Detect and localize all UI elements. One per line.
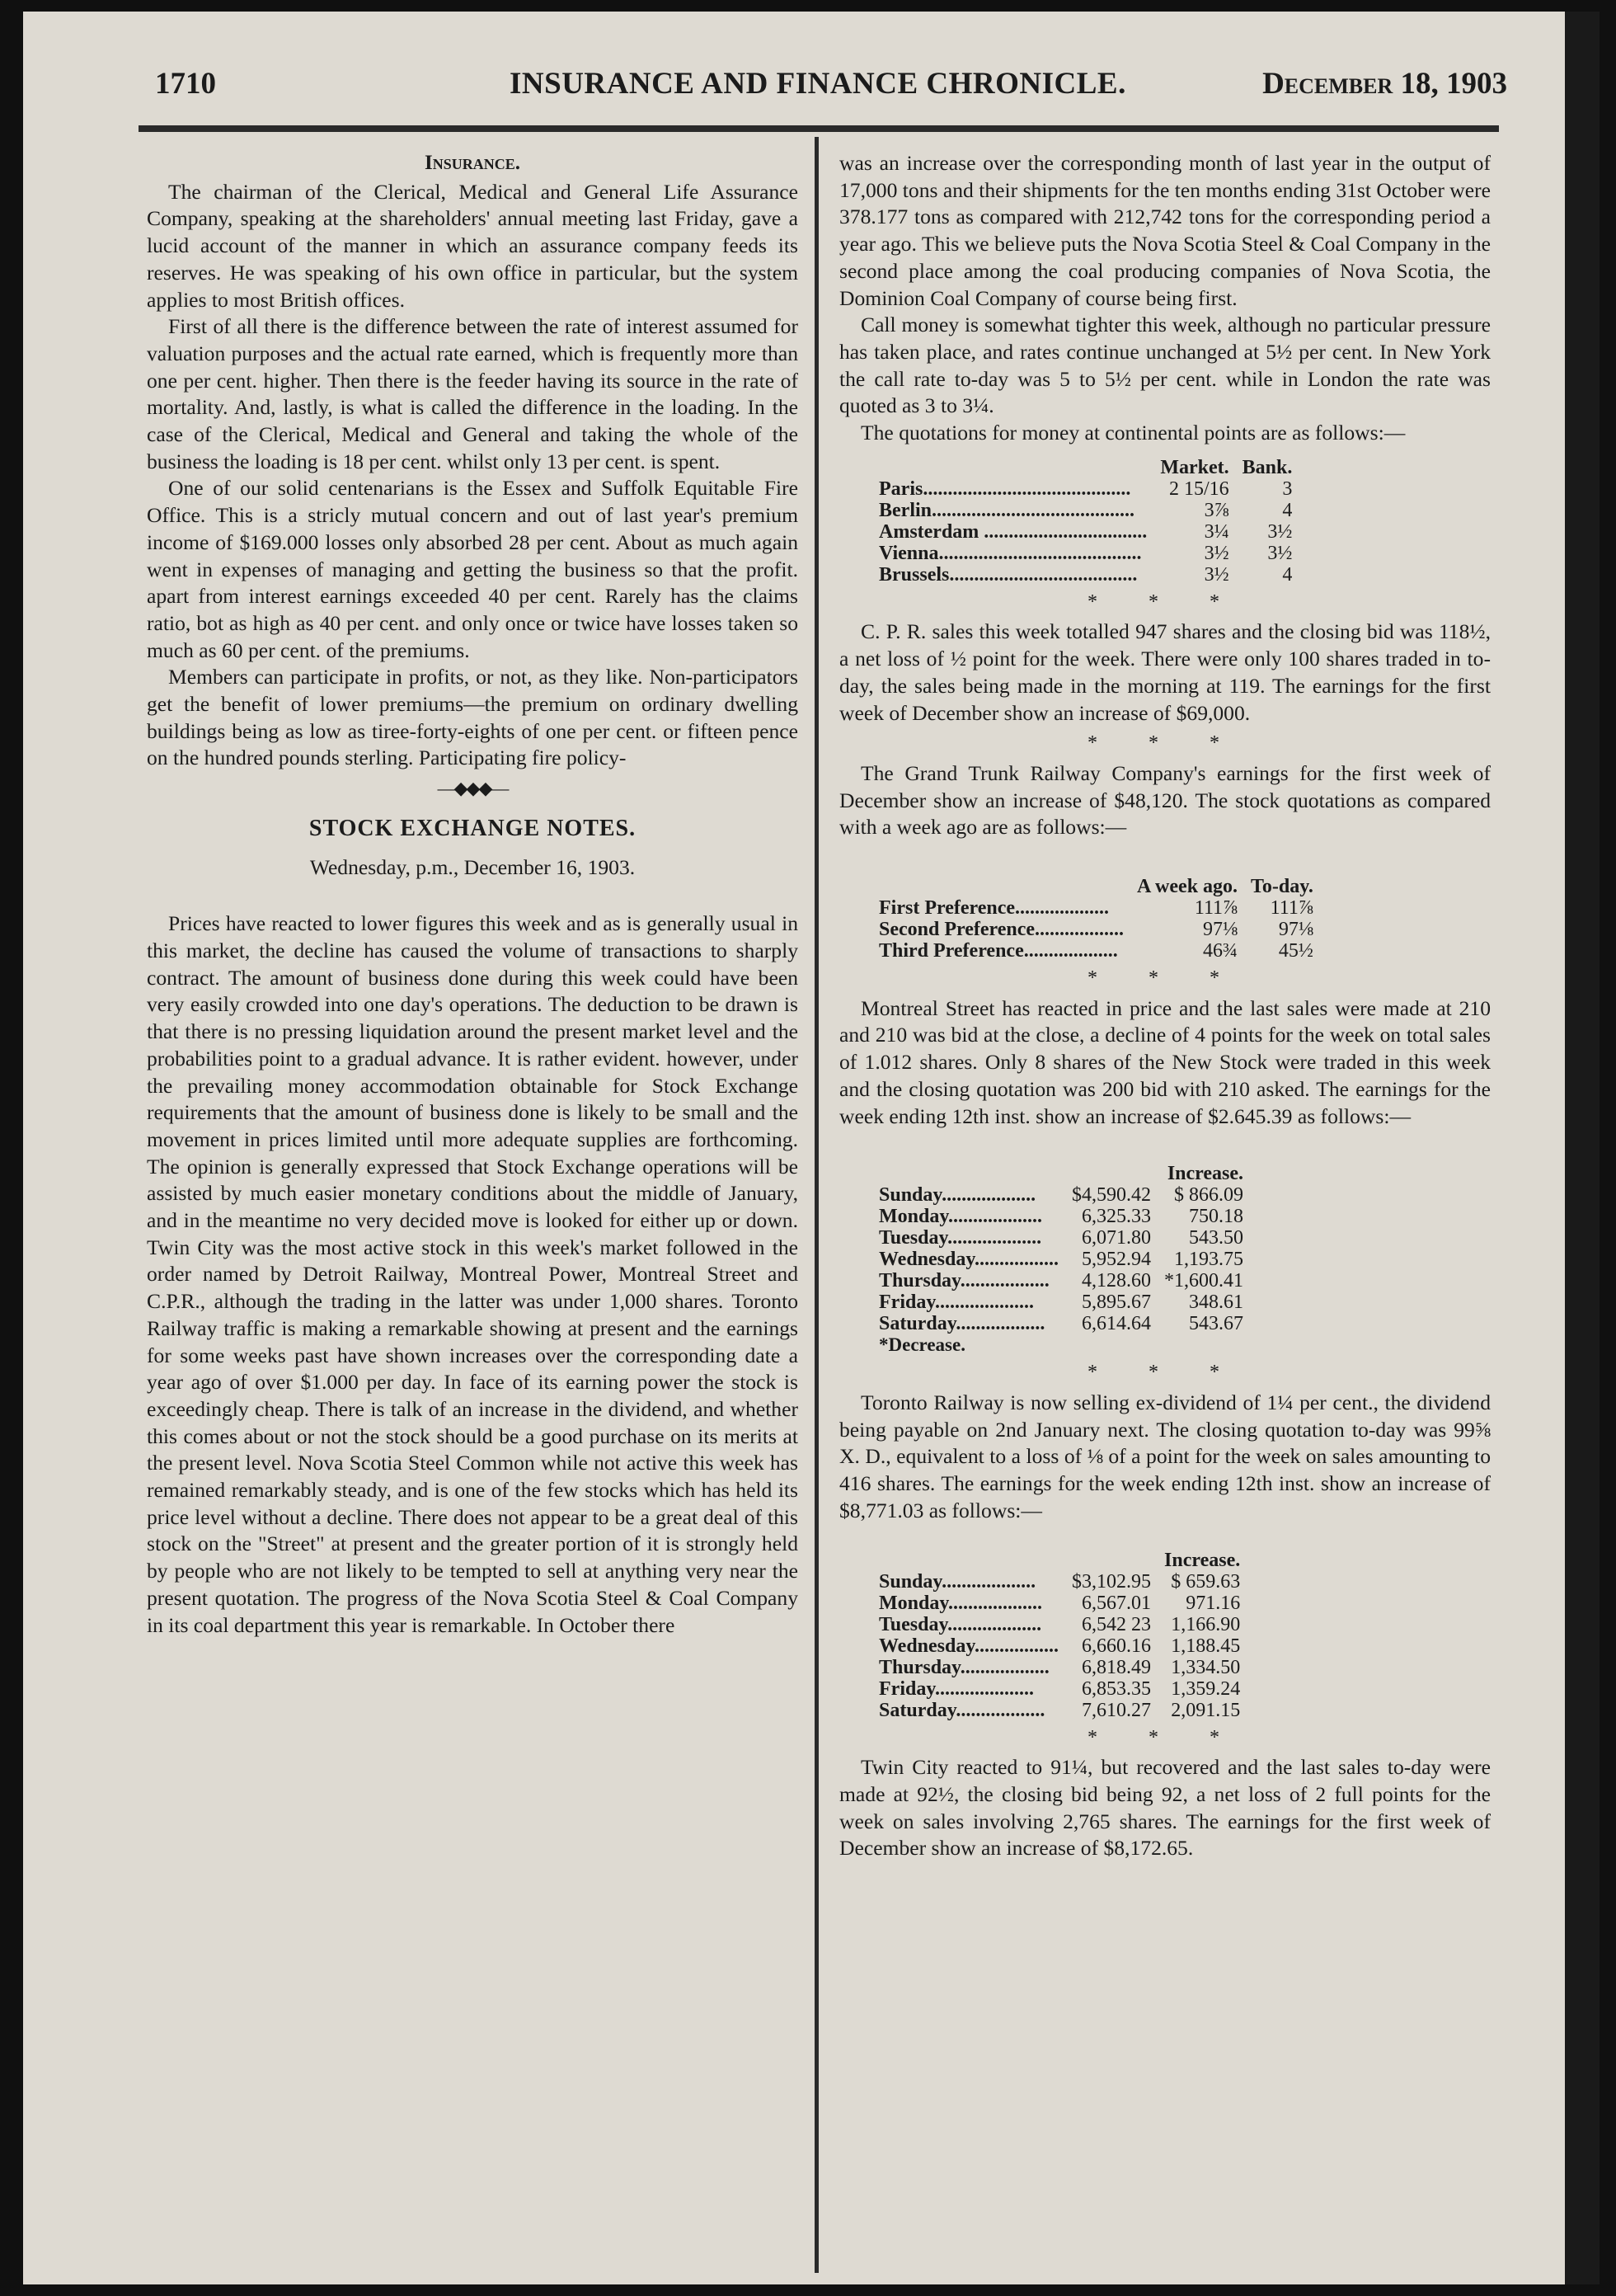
newspaper-page	[23, 12, 1600, 2284]
table-row	[872, 1678, 1247, 1700]
table-row	[872, 1593, 1247, 1614]
day-cell: Saturday..................	[879, 1313, 1045, 1335]
continental-money-table	[872, 457, 1299, 586]
day-cell: Wednesday.................	[879, 1249, 1059, 1271]
market-rate-cell: 2 15/16	[1168, 478, 1229, 500]
today-cell: 45½	[1278, 940, 1313, 962]
amount-cell: 6,818.49	[1082, 1656, 1152, 1678]
twin-city-paragraph: Twin City reacted to 91¼, but recovered and the last sales to-day were made at 92½, the closing bid being 92, a net loss of 2 full points for the week on sales involving 2,765 shares. The earnings for the first week of December show an increase of $8,172.65.	[839, 1755, 1491, 1861]
insurance-paragraph: Members can participate in profits, or not, as they like. Non-participators get the benefit of lower premiums—the premium on ordinary dwelling buildings being as low as tiree-forty-eights of one per cent. or fifteen pence on the hundred pounds sterling. Participating fire policy-	[147, 665, 798, 770]
market-rate-cell: 3½	[1204, 563, 1229, 586]
day-cell: Monday...................	[879, 1206, 1043, 1228]
table-row	[872, 1206, 1250, 1227]
market-rate-cell: 3¼	[1204, 520, 1229, 543]
day-cell: Thursday..................	[879, 1656, 1050, 1678]
week-ago-cell: 97⅛	[1203, 919, 1238, 941]
day-cell: Saturday..................	[879, 1699, 1045, 1721]
market-header: Market.	[1160, 456, 1229, 478]
table-row	[872, 1614, 1247, 1635]
stock-class-cell: Second Preference..................	[879, 919, 1125, 941]
table-row	[872, 564, 1299, 586]
increase-cell: 1,166.90	[1171, 1613, 1241, 1635]
table-row	[872, 940, 1320, 962]
insurance-paragraph: One of our solid centenarians is the Essex and Suffolk Equitable Fire Office. This is a stricly mutual concern and out of last year's premium income of $169.000 losses only absorbed 28 per cent. About as much again went in expenses of managing and getting the business so that the profit. apart from interest earnings exceeded 40 per cent. Rarely has the claims ratio, bot as high as 40 per cent. and only once or twice have losses taken so much as 60 per cent. of the premiums.	[147, 476, 798, 662]
montreal-earnings-table	[872, 1163, 1250, 1356]
increase-cell: 971.16	[1186, 1592, 1241, 1614]
amount-cell: 6,853.35	[1082, 1677, 1152, 1700]
page-header	[155, 66, 1507, 115]
cpr-paragraph: C. P. R. sales this week totalled 947 shares and the closing bid was 118½, a net loss of ½ point for the week. There were only 100 shares traded in to-day, the sales being made in the morning at 119. The earnings for the first week of December show an increase of $69,000.	[839, 619, 1491, 725]
stock-class-cell: Third Preference...................	[879, 940, 1118, 962]
increase-cell: 1,188.45	[1171, 1635, 1241, 1657]
call-money-paragraph: Call money is somewhat tighter this week, although no particular pressure has taken place, and rates continue unchanged at 5½ per cent. In New York the call rate to-day was 5 to 5½ per cent. while in London the rate was quoted as 3 to 3¼.	[839, 313, 1491, 418]
bank-rate-cell: 4	[1282, 563, 1293, 586]
section-title-insurance: Insurance.	[425, 152, 520, 174]
section-stars: * * *	[1088, 1726, 1243, 1748]
amount-cell: 6,325.33	[1082, 1206, 1152, 1228]
table-row	[872, 1635, 1247, 1657]
stock-paragraph: Prices have reacted to lower figures this week and as is generally usual in this market, the decline has caused the volume of transactions to sharply contract. The amount of business done during this week could have been very easily crowded into one day's operations. The deduction to be drawn is that there is no pressing liquidation around the present market level and the probabilities point to a gradual advance. It is rather evident. however, under the prevailing money accommodation obtainable for Stock Exchange requirements that the amount of business done is likely to be small and the movement in prices limited until more adequate supplies are forthcoming. The opinion is generally expressed that Stock Exchange operations will be assisted by much easier monetary conditions about the middle of January, and in the meantime no very decided move is looked for either up or down. Twin City was the most active stock in this week's market followed in the order named by Detroit Railway, Montreal Power, Montreal Street and C.P.R., although the trading in the latter was under 1,000 shares. Toronto Railway traffic is making a remarkable showing at present and the earnings for some weeks past have shown increases over the corresponding date a year ago of over $1.000 per day. In face of its earning power the stock is exceedingly cheap. There is talk of an increase in the dividend, and whether this comes about or not the stock should be a good purchase on its merits at the present level. Nova Scotia Steel Common while not active this week has remained remarkably steady, and is one of the few stocks which has held its price level without a decline. There does not appear to be a great deal of this stock on the "Street" at present and the greater portion of it is strongly held by people who are not likely to be tempted to sell at anything very near the present quotation. The progress of the Nova Scotia Steel & Coal Company in its coal department this year is remarkable. In October there	[147, 911, 798, 1637]
amount-cell: 5,895.67	[1082, 1292, 1152, 1314]
page-edge-shadow	[1565, 12, 1600, 2284]
increase-cell: 1,193.75	[1174, 1249, 1244, 1271]
week-ago-cell: 111⅞	[1194, 897, 1238, 920]
bank-rate-cell: 3½	[1267, 542, 1293, 564]
table-row	[872, 919, 1320, 940]
increase-cell: 750.18	[1189, 1206, 1244, 1228]
toronto-railway-paragraph: Toronto Railway is now selling ex-dividend of 1¼ per cent., the dividend being payable on 2nd January next. The closing quotation to-day was 99⅝ X. D., equivalent to a loss of ⅛ of a point for the week on sales amounting to 416 shares. The earnings for the week ending 12th inst. show an increase of $8,771.03 as follows:—	[839, 1390, 1491, 1522]
today-header: To-day.	[1251, 876, 1313, 898]
section-stars: * * *	[1088, 590, 1243, 613]
table-row	[872, 1313, 1250, 1334]
week-ago-cell: 46¾	[1203, 940, 1238, 962]
publication-title: INSURANCE AND FINANCE CHRONICLE.	[510, 67, 1126, 101]
amount-cell: 5,952.94	[1082, 1249, 1152, 1271]
grand-trunk-paragraph: The Grand Trunk Railway Company's earnings for the first week of December show an increase of $48,120. The stock quotations as compared with a week ago are as follows:—	[839, 760, 1491, 840]
increase-cell: $ 866.09	[1174, 1184, 1244, 1207]
table-row	[872, 1571, 1247, 1593]
day-cell: Monday...................	[879, 1592, 1043, 1614]
amount-cell: 7,610.27	[1082, 1699, 1152, 1721]
table-row	[872, 521, 1299, 543]
increase-cell: $ 659.63	[1171, 1570, 1241, 1593]
today-cell: 97⅛	[1278, 919, 1313, 941]
increase-header: Increase.	[1167, 1163, 1244, 1185]
increase-cell: 2,091.15	[1171, 1699, 1241, 1721]
grand-trunk-table	[872, 876, 1320, 962]
table-row	[872, 478, 1299, 500]
page-number: 1710	[155, 67, 216, 101]
day-cell: Tuesday...................	[879, 1613, 1042, 1635]
insurance-paragraph: The chairman of the Clerical, Medical and General Life Assurance Company, speaking at the shareholders' annual meeting last Friday, gave a lucid account of the manner in which an assurance company feeds its reserves. He was speaking of his own office in particular, but the system applies to most British offices.	[147, 179, 798, 312]
increase-cell: *1,600.41	[1164, 1270, 1244, 1292]
market-rate-cell: 3⅞	[1204, 499, 1229, 521]
column-divider	[815, 137, 819, 2273]
table-row	[872, 1270, 1250, 1292]
toronto-earnings-table	[872, 1550, 1247, 1721]
table-row	[872, 500, 1299, 521]
market-rate-cell: 3½	[1204, 542, 1229, 564]
city-cell: Paris..........................................	[879, 478, 1131, 500]
stock-class-cell: First Preference...................	[879, 897, 1110, 920]
table-row	[872, 1227, 1250, 1249]
right-column	[839, 150, 1491, 1862]
city-cell: Amsterdam .................................	[879, 520, 1148, 543]
amount-cell: $3,102.95	[1072, 1570, 1152, 1593]
issue-date: December 18, 1903	[1262, 67, 1507, 101]
table-row	[872, 1292, 1250, 1313]
stock-exchange-heading: STOCK EXCHANGE NOTES.	[308, 815, 637, 841]
continental-intro: The quotations for money at continental points are as follows:—	[861, 421, 1406, 445]
week-ago-header: A week ago.	[1137, 876, 1238, 898]
amount-cell: 6,542 23	[1082, 1613, 1152, 1635]
bank-rate-cell: 3	[1282, 478, 1293, 500]
bank-rate-cell: 4	[1282, 499, 1293, 521]
day-cell: Sunday...................	[879, 1184, 1036, 1207]
section-stars: * * *	[1088, 732, 1243, 755]
stock-dateline: Wednesday, p.m., December 16, 1903.	[309, 854, 636, 879]
amount-cell: 6,567.01	[1082, 1592, 1152, 1614]
section-stars: * * *	[1088, 1362, 1243, 1384]
bank-rate-cell: 3½	[1267, 520, 1293, 543]
amount-cell: 6,660.16	[1082, 1635, 1152, 1657]
table-row	[872, 1657, 1247, 1678]
increase-cell: 1,334.50	[1171, 1656, 1241, 1678]
header-rule	[139, 125, 1499, 132]
day-cell: Thursday..................	[879, 1270, 1050, 1292]
amount-cell: 4,128.60	[1082, 1270, 1152, 1292]
insurance-paragraph: First of all there is the difference between the rate of interest assumed for valuation purposes and the actual rate earned, which is frequently more than one per cent. higher. Then there is the feeder having its source in the rate of mortality. And, lastly, is what is called the difference in the loading. In the case of the Clerical, Medical and General and taking the whole of the business the loading is 18 per cent. whilst only 13 per cent. is spent.	[147, 314, 798, 473]
day-cell: Sunday...................	[879, 1570, 1036, 1593]
table-row	[872, 1249, 1250, 1270]
amount-cell: 6,614.64	[1082, 1313, 1152, 1335]
bank-header: Bank.	[1242, 456, 1293, 478]
table-row	[872, 1700, 1247, 1721]
day-cell: Friday....................	[879, 1292, 1035, 1314]
table-row	[872, 897, 1320, 919]
left-column	[147, 150, 798, 1639]
day-cell: Friday....................	[879, 1677, 1035, 1700]
table-row	[872, 543, 1299, 564]
today-cell: 111⅞	[1270, 897, 1313, 920]
city-cell: Brussels......................................	[879, 563, 1138, 586]
city-cell: Vienna.........................................	[879, 542, 1142, 564]
amount-cell: 6,071.80	[1082, 1227, 1152, 1249]
increase-cell: 1,359.24	[1171, 1677, 1241, 1700]
section-stars: * * *	[1088, 967, 1243, 990]
montreal-street-paragraph: Montreal Street has reacted in price and the last sales were made at 210 and 210 was bid at the close, a decline of 4 points for the week on total sales of 1.012 shares. Only 8 shares of the New Stock were traded in this week and the closing quotation was 200 bid with 210 asked. The earnings for the week ending 12th inst. show an increase of $2.645.39 as follows:—	[839, 995, 1491, 1128]
increase-header: Increase.	[1164, 1549, 1241, 1571]
increase-cell: 348.61	[1189, 1292, 1244, 1314]
increase-cell: 543.50	[1189, 1227, 1244, 1249]
increase-cell: 543.67	[1189, 1313, 1244, 1335]
city-cell: Berlin.........................................	[879, 499, 1134, 521]
day-cell: Tuesday...................	[879, 1227, 1042, 1249]
coal-paragraph: was an increase over the corresponding month of last year in the output of 17,000 tons and their shipments for the ten months ending 31st October were 378.177 tons as compared with 212,742 tons for the corresponding period a year ago. This we believe puts the Nova Scotia Steel & Coal Company in the second place among the coal producing companies of Nova Scotia, the Dominion Coal Company of course being first.	[839, 151, 1491, 310]
decrease-footnote: *Decrease.	[879, 1334, 965, 1356]
amount-cell: $4,590.42	[1072, 1184, 1152, 1207]
day-cell: Wednesday.................	[879, 1635, 1059, 1657]
section-ornament: —◆◆◆—	[437, 778, 508, 799]
table-row	[872, 1184, 1250, 1206]
